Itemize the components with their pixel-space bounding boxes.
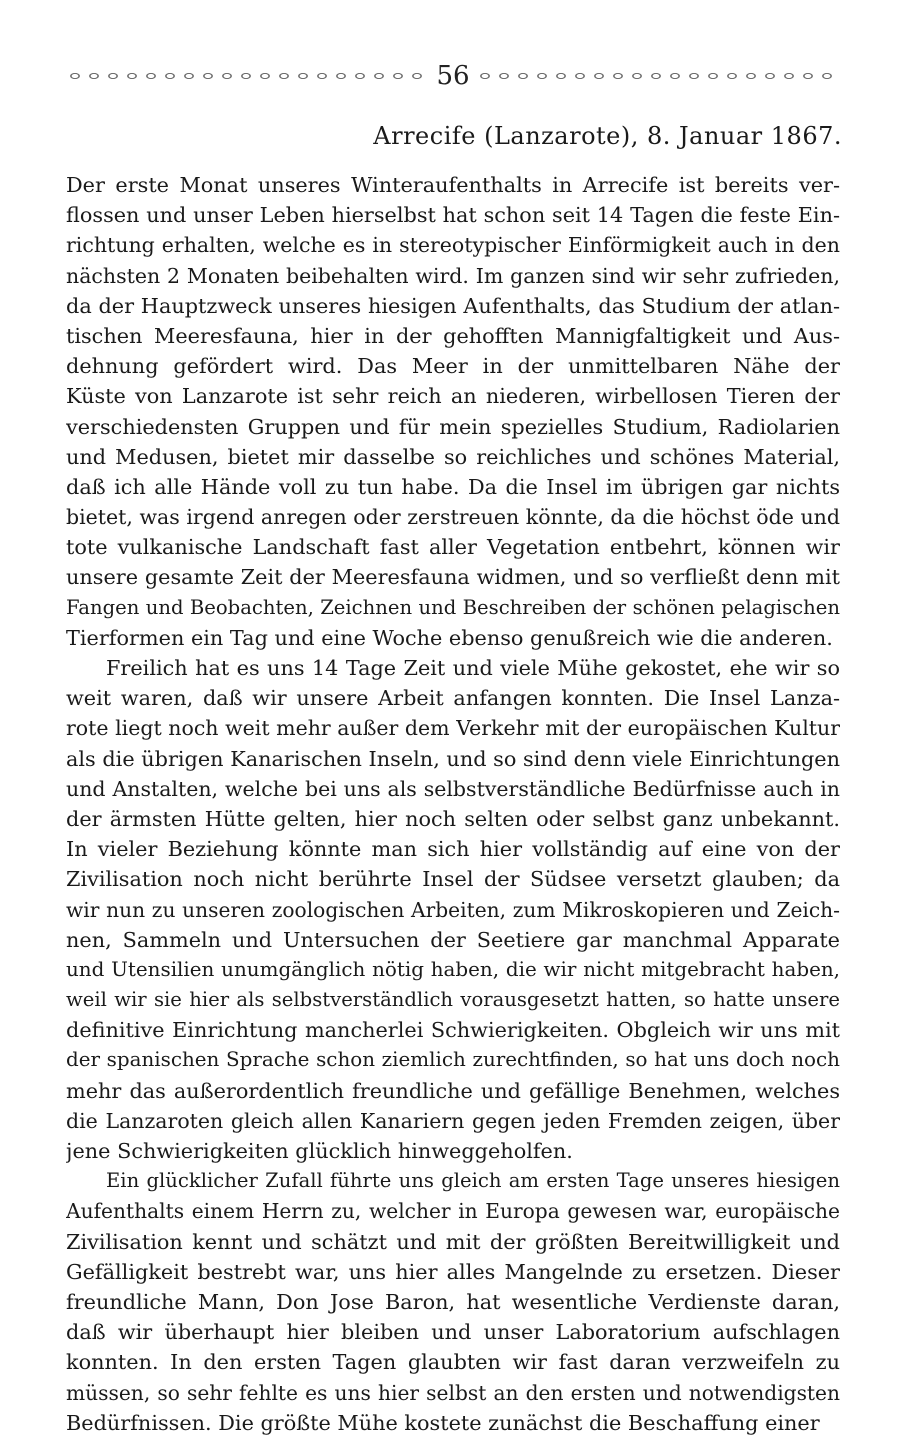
page-header [66,56,840,96]
text-line: flossen und unser Leben hierselbst hat schon seit 14 Tagen die feste Ein- [66,203,840,228]
text-line: tischen Meeresfauna, hier in der gehofften Mannigfaltigkeit und Aus- [66,323,840,348]
text-line: Der erste Monat unseres Winteraufenthalts in Arrecife ist bereits ver- [66,173,840,197]
text-line: die Lanzaroten gleich allen Kanariern gegen jeden Fremden zeigen, über [66,1108,840,1133]
text-line: und Utensilien unumgänglich nötig haben, die wir nicht mitgebracht haben, [66,957,840,981]
text-line: weit waren, daß wir unsere Arbeit anfangen konnten. Die Insel Lanza- [66,686,840,711]
text-line: definitive Einrichtung mancherlei Schwierigkeiten. Obgleich wir uns mit [66,1018,840,1043]
ornament-rule-left [66,69,430,83]
text-line: Freilich hat es uns 14 Tage Zeit und viele Mühe gekostet, ehe wir so [106,656,840,680]
text-line: Zivilisation noch nicht berührte Insel der Südsee versetzt glauben; da [66,867,840,892]
text-line: da der Hauptzweck unseres hiesigen Aufenthalts, das Studium der atlan- [66,293,840,318]
text-line: Fangen und Beobachten, Zeichnen und Beschreiben der schönen pelagischen [66,595,840,619]
page-number: 56 [436,61,470,91]
text-line: mehr das außerordentlich freundliche und gefällige Benehmen, welches [66,1078,840,1103]
text-line: Küste von Lanzarote ist sehr reich an niederen, wirbellosen Tieren der [66,384,840,409]
text-line: weil wir sie hier als selbstverständlich vorausgesetzt hatten, so hatte unsere [66,988,840,1012]
text-line: der ärmsten Hütte gelten, hier noch selten oder selbst ganz unbekannt. [66,806,840,831]
dateline: Arrecife (Lanzarote), 8. Januar 1867. [373,122,842,150]
text-line: Zivilisation kennt und schätzt und mit der größten Bereitwilligkeit und [66,1229,840,1254]
ornament-rule-right [476,69,840,83]
text-line: Tierformen ein Tag und eine Woche ebenso genußreich wie die anderen. [66,625,833,650]
text-line: müssen, so sehr fehlte es uns hier selbst an den ersten und notwendigsten [66,1380,840,1405]
text-line: Bedürfnissen. Die größte Mühe kostete zunächst die Beschaffung einer [66,1410,820,1435]
text-line: verschiedensten Gruppen und für mein spezielles Studium, Radiolarien [66,414,840,439]
text-line: als die übrigen Kanarischen Inseln, und so sind denn viele Einrichtungen [66,746,840,771]
text-line: dehnung gefördert wird. Das Meer in der unmittelbaren Nähe der [66,354,840,379]
text-line: und Medusen, bietet mir dasselbe so reichliches und schönes Material, [66,444,840,469]
text-line: konnten. In den ersten Tagen glaubten wir fast daran verzweifeln zu [66,1350,840,1375]
text-line: tote vulkanische Landschaft fast aller Vegetation entbehrt, können wir [66,535,840,560]
text-line: und Anstalten, welche bei uns als selbstverständliche Bedürfnisse auch in [66,776,840,801]
text-line: wir nun zu unseren zoologischen Arbeiten, zum Mikroskopieren und Zeich- [66,897,840,922]
text-line: nächsten 2 Monaten beibehalten wird. Im ganzen sind wir sehr zufrieden, [66,263,840,288]
text-line: jene Schwierigkeiten glücklich hinweggeholfen. [66,1139,573,1163]
text-line: der spanischen Sprache schon ziemlich zurechtfinden, so hat uns doch noch [66,1048,840,1072]
text-line: freundliche Mann, Don Jose Baron, hat wesentliche Verdienste daran, [66,1289,840,1314]
text-line: Ein glücklicher Zufall führte uns gleich am ersten Tage unseres hiesigen [106,1169,840,1193]
text-line: richtung erhalten, welche es in stereotypischer Einförmigkeit auch in den [66,233,840,258]
text-line: unsere gesamte Zeit der Meeresfauna widmen, und so verfließt denn mit [66,565,840,590]
text-line: In vieler Beziehung könnte man sich hier vollständig auf eine von der [66,837,840,862]
text-line: nen, Sammeln und Untersuchen der Seetiere gar manchmal Apparate [66,927,840,952]
text-line: daß ich alle Hände voll zu tun habe. Da die Insel im übrigen gar nichts [66,474,840,499]
text-line: bietet, was irgend anregen oder zerstreuen könnte, da die höchst öde und [66,505,840,530]
text-line: Aufenthalts einem Herrn zu, welcher in Europa gewesen war, europäische [66,1199,840,1224]
text-line: Gefälligkeit bestrebt war, uns hier alles Mangelnde zu ersetzen. Dieser [66,1259,840,1284]
text-line: rote liegt noch weit mehr außer dem Verkehr mit der europäischen Kultur [66,716,840,741]
body-text [66,170,840,1438]
text-line: daß wir überhaupt hier bleiben und unser Laboratorium aufschlagen [66,1320,840,1345]
